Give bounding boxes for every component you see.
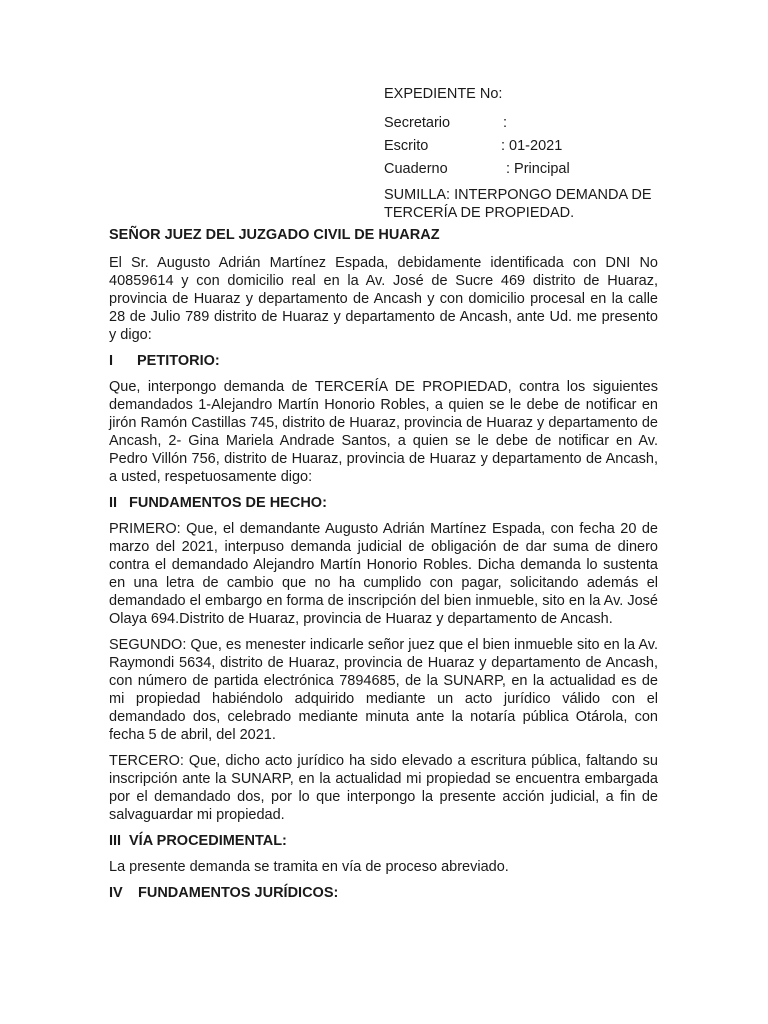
secretario-label: Secretario <box>384 115 451 131</box>
document-body <box>109 226 658 910</box>
section-number: II <box>109 495 118 511</box>
section-heading-juridicos <box>109 884 658 902</box>
hecho-segundo-paragraph: SEGUNDO: Que, es menester indicarle señor juez que el bien inmueble sito en la Av. Raymondi 5634, distrito de Huaraz, provincia de Huaraz y departamento de Ancash, con número de partida electrónica 7894685, de la SUNARP, en la actualidad es de mi propiedad habiéndolo adquirido mediante un acto jurídico válido con el demandado dos, celebrado mediante minuta ante la notaría pública Otárola, con fecha 5 de abril, del 2021. <box>109 637 658 743</box>
cuaderno-value: : Principal <box>506 161 570 177</box>
expediente-label: EXPEDIENTE No: <box>384 86 503 102</box>
secretario-value: : <box>503 115 508 131</box>
section-heading-via <box>109 832 658 850</box>
section-number: IV <box>109 885 123 901</box>
section-heading-hechos <box>109 494 658 512</box>
escrito-value: : 01-2021 <box>501 138 563 154</box>
section-title: FUNDAMENTOS DE HECHO: <box>129 495 327 511</box>
case-header <box>384 85 652 222</box>
section-title: FUNDAMENTOS JURÍDICOS: <box>138 885 339 901</box>
section-heading-petitorio <box>109 352 658 370</box>
secretario-field <box>384 114 644 132</box>
section-number: I <box>109 353 114 369</box>
section-title: PETITORIO: <box>137 353 220 369</box>
intro-paragraph: El Sr. Augusto Adrián Martínez Espada, debidamente identificada con DNI No 40859614 y con domicilio real en la Av. José de Sucre 469 distrito de Huaraz, provincia de Huaraz y departamento de Ancash y con domicilio procesal en la calle 28 de Julio 789 distrito de Huaraz y departamento de Ancash, ante Ud. me presento y digo: <box>109 255 658 343</box>
escrito-field <box>384 137 644 155</box>
cuaderno-field <box>384 160 644 178</box>
petitorio-paragraph: Que, interpongo demanda de TERCERÍA DE PROPIEDAD, contra los siguientes demandados 1-Alejandro Martín Honorio Robles, a quien se le debe de notificar en jirón Ramón Castillas 745, distrito de Huaraz, provincia de Huaraz y departamento de Ancash, 2- Gina Mariela Andrade Santos, a quien se le debe de notificar en Av. Pedro Villón 756, distrito de Huaraz, provincia de Huaraz y departamento de Ancash, a usted, respetuosamente digo: <box>109 379 658 485</box>
section-number: III <box>109 833 122 849</box>
sumilla: SUMILLA: INTERPONGO DEMANDA DE TERCERÍA DE PROPIEDAD. <box>384 187 652 221</box>
hecho-primero-paragraph: PRIMERO: Que, el demandante Augusto Adrián Martínez Espada, con fecha 20 de marzo del 2021, interpuso demanda judicial de obligación de dar suma de dinero contra el demandado Alejandro Martín Honorio Robles. Dicha demanda lo sustenta en una letra de cambio que no ha cumplido con pagar, solicitando además el demandado el embargo en forma de inscripción del bien inmueble, sito en la Av. José Olaya 694.Distrito de Huaraz, provincia de Huaraz y departamento de Ancash. <box>109 521 658 627</box>
via-paragraph: La presente demanda se tramita en vía de proceso abreviado. <box>109 859 509 875</box>
addressee-heading: SEÑOR JUEZ DEL JUZGADO CIVIL DE HUARAZ <box>109 227 440 243</box>
section-title: VÍA PROCEDIMENTAL: <box>129 833 287 849</box>
escrito-label: Escrito <box>384 138 429 154</box>
cuaderno-label: Cuaderno <box>384 161 448 177</box>
hecho-tercero-paragraph: TERCERO: Que, dicho acto jurídico ha sido elevado a escritura pública, faltando su inscripción ante la SUNARP, en la actualidad mi propiedad se encuentra embargada por el demandado dos, por lo que interpongo la presente acción judicial, a fin de salvaguardar mi propiedad. <box>109 753 658 823</box>
